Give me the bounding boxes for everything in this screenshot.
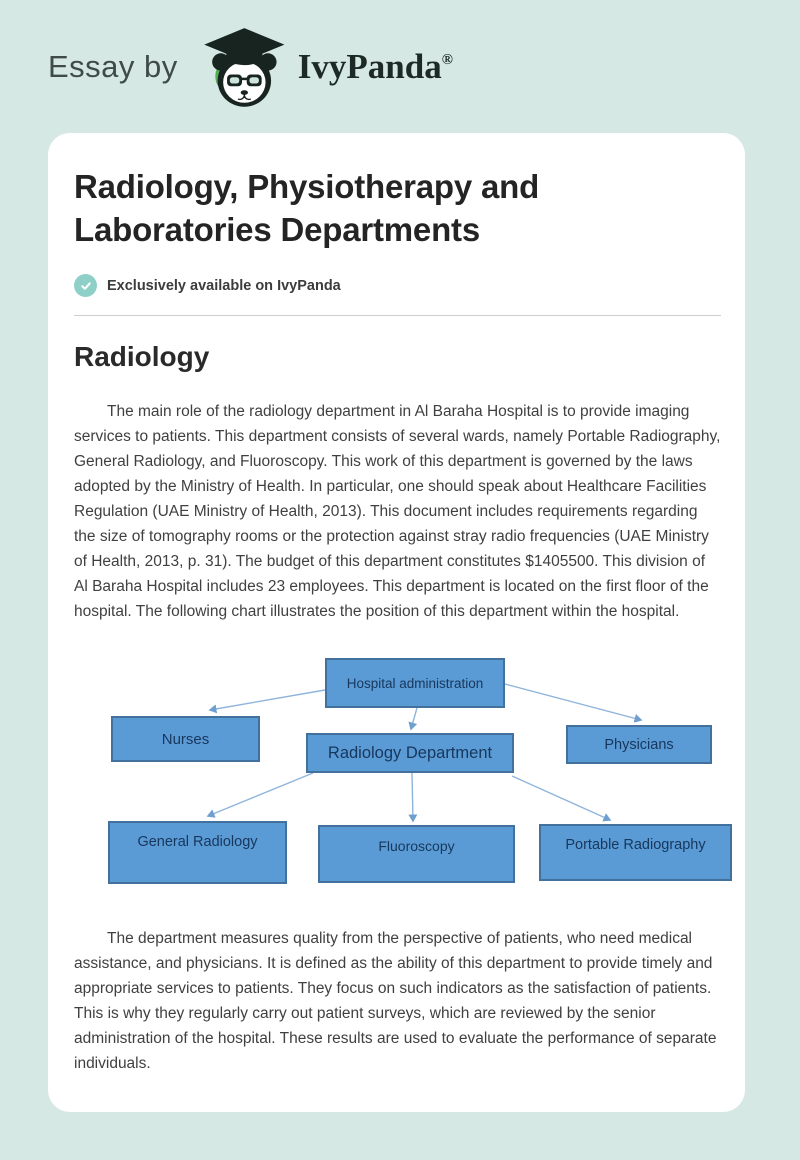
org-node-general-radiology: General Radiology	[108, 821, 287, 884]
essay-title: Radiology, Physiotherapy and Laboratories Departments	[74, 168, 540, 248]
registered-trademark-mark: ®	[441, 51, 453, 68]
brand-text: IvyPanda	[297, 46, 442, 86]
site-header	[48, 0, 453, 133]
org-node-hospital-administration: Hospital administration	[325, 658, 505, 708]
divider	[74, 315, 721, 316]
org-node-fluoroscopy: Fluoroscopy	[318, 825, 515, 883]
org-node-physicians: Physicians	[566, 725, 712, 764]
paragraph-quality-measures: The department measures quality from the perspective of patients, who need medical assistance, and physicians. It is defined as the ability of this department to provide timely and appropriate services to patients. They focus on such indicators as the satisfaction of patients. This is why they regularly carry out patient surveys, which are reviewed by the senior administration of the hospital. These results are used to evaluate the performance of separate individuals.	[74, 930, 717, 1072]
org-node-portable-radiography: Portable Radiography	[539, 824, 732, 881]
org-node-radiology-department: Radiology Department	[306, 733, 514, 773]
exclusive-badge	[74, 274, 721, 297]
section-heading-radiology: Radiology	[74, 341, 210, 372]
ivypanda-brand-wordmark	[298, 47, 453, 87]
ivypanda-panda-logo-icon	[194, 25, 290, 113]
department-org-chart	[74, 645, 721, 897]
paragraph-radiology-intro: The main role of the radiology department in Al Baraha Hospital is to provide imaging services to patients. This department consists of several wards, namely Portable Radiography, General Radiology, and Fluoroscopy. This work of this department is governed by the laws adopted by the Ministry of Health. In particular, one should speak about Healthcare Facilities Regulation (UAE Ministry of Health, 2013). This document includes requirements regarding the size of tomography rooms or the protection against stray radio frequencies (UAE Ministry of Health, 2013, p. 31). The budget of this department constitutes $1405500. This division of Al Baraha Hospital includes 23 employees. This department is located on the first floor of the hospital. The following chart illustrates the position of this department within the hospital.	[74, 403, 721, 620]
essay-card	[48, 133, 745, 1112]
essay-by-label: Essay by	[48, 48, 178, 84]
org-node-nurses: Nurses	[111, 716, 260, 762]
check-icon	[74, 274, 97, 297]
exclusive-badge-label: Exclusively available on IvyPanda	[107, 277, 341, 294]
